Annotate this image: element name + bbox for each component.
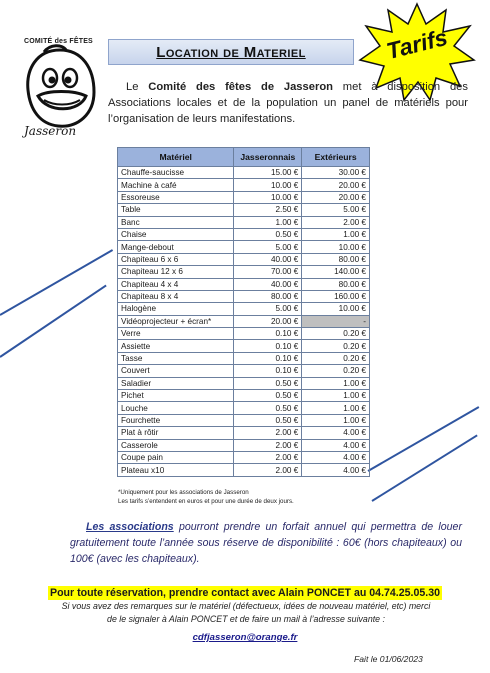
cell-price-local: 10.00 € bbox=[234, 179, 302, 191]
table-row bbox=[118, 414, 370, 426]
cell-item: Essoreuse bbox=[118, 191, 234, 203]
cell-price-external: 20.00 € bbox=[302, 179, 370, 191]
cell-price-external: 2.00 € bbox=[302, 216, 370, 228]
cell-price-local: 2.00 € bbox=[234, 464, 302, 476]
cell-item: Halogène bbox=[118, 303, 234, 315]
cell-price-local: 0.10 € bbox=[234, 328, 302, 340]
cell-price-external: 80.00 € bbox=[302, 278, 370, 290]
table-row bbox=[118, 216, 370, 228]
table-row bbox=[118, 377, 370, 389]
cell-price-local: 0.10 € bbox=[234, 365, 302, 377]
cell-price-external: 30.00 € bbox=[302, 167, 370, 179]
table-row bbox=[118, 439, 370, 451]
associations-text: pourront prendre un forfait annuel qui permettra de louer gratuitement toute l’année sous réserve de disponibilité : 60€ (hors chapiteaux) ou 100€ (avec les chapiteaux). bbox=[70, 521, 462, 565]
cell-price-external: 160.00 € bbox=[302, 290, 370, 302]
cell-price-external: 1.00 € bbox=[302, 377, 370, 389]
table-row bbox=[118, 290, 370, 302]
table-row bbox=[118, 204, 370, 216]
cell-item: Chaise bbox=[118, 228, 234, 240]
table-row bbox=[118, 352, 370, 364]
cell-price-local: 0.10 € bbox=[234, 352, 302, 364]
table-row bbox=[118, 402, 370, 414]
cell-price-external: 10.00 € bbox=[302, 303, 370, 315]
cell-item: Chapiteau 12 x 6 bbox=[118, 266, 234, 278]
cell-price-external: 1.00 € bbox=[302, 402, 370, 414]
decorative-line bbox=[368, 406, 480, 472]
cell-item: Couvert bbox=[118, 365, 234, 377]
table-row bbox=[118, 228, 370, 240]
table-row bbox=[118, 315, 370, 327]
cell-price-external: - bbox=[302, 315, 370, 327]
cell-price-local: 20.00 € bbox=[234, 315, 302, 327]
cell-price-local: 2.00 € bbox=[234, 439, 302, 451]
cell-price-local: 2.50 € bbox=[234, 204, 302, 216]
decorative-line bbox=[0, 285, 107, 358]
table-row bbox=[118, 340, 370, 352]
table-header-row bbox=[118, 148, 370, 167]
cell-price-external: 10.00 € bbox=[302, 241, 370, 253]
cell-item: Mange-debout bbox=[118, 241, 234, 253]
cell-price-local: 1.00 € bbox=[234, 216, 302, 228]
cell-price-local: 40.00 € bbox=[234, 253, 302, 265]
cell-price-local: 80.00 € bbox=[234, 290, 302, 302]
table-row bbox=[118, 427, 370, 439]
cell-price-local: 70.00 € bbox=[234, 266, 302, 278]
cell-item: Pichet bbox=[118, 390, 234, 402]
email-wrapper bbox=[0, 627, 490, 645]
column-header: Matériel bbox=[118, 148, 234, 167]
cell-price-local: 5.00 € bbox=[234, 241, 302, 253]
table-row bbox=[118, 191, 370, 203]
column-header: Extérieurs bbox=[302, 148, 370, 167]
contact-wrapper bbox=[0, 583, 490, 601]
cell-item: Plat à rôtir bbox=[118, 427, 234, 439]
cell-price-external: 0.20 € bbox=[302, 340, 370, 352]
cell-price-external: 1.00 € bbox=[302, 390, 370, 402]
cell-item: Fourchette bbox=[118, 414, 234, 426]
table-row bbox=[118, 390, 370, 402]
cell-price-local: 15.00 € bbox=[234, 167, 302, 179]
page-title: Location de Materiel bbox=[156, 43, 306, 61]
duck-mascot-icon bbox=[14, 44, 106, 134]
cell-item: Chapiteau 8 x 4 bbox=[118, 290, 234, 302]
decorative-line bbox=[0, 249, 113, 316]
intro-prefix: Le bbox=[126, 81, 149, 93]
decorative-line bbox=[371, 434, 477, 501]
table-row bbox=[118, 303, 370, 315]
table-row bbox=[118, 167, 370, 179]
cell-price-local: 40.00 € bbox=[234, 278, 302, 290]
cell-item: Machine à café bbox=[118, 179, 234, 191]
cell-price-external: 0.20 € bbox=[302, 365, 370, 377]
cell-price-external: 140.00 € bbox=[302, 266, 370, 278]
table-body bbox=[118, 167, 370, 477]
cell-price-external: 0.20 € bbox=[302, 328, 370, 340]
associations-lead: Les associations bbox=[86, 521, 174, 533]
cell-price-external: 4.00 € bbox=[302, 439, 370, 451]
cell-price-external: 4.00 € bbox=[302, 451, 370, 463]
contact-highlight: Pour toute réservation, prendre contact avec Alain PONCET au 04.74.25.05.30 bbox=[50, 587, 440, 599]
cell-item: Chapiteau 6 x 6 bbox=[118, 253, 234, 265]
title-banner bbox=[108, 39, 354, 65]
cell-item: Chauffe-saucisse bbox=[118, 167, 234, 179]
cell-price-external: 4.00 € bbox=[302, 427, 370, 439]
intro-paragraph bbox=[108, 79, 468, 127]
cell-item: Casserole bbox=[118, 439, 234, 451]
remarks-text bbox=[46, 600, 446, 626]
comite-logo bbox=[14, 38, 106, 146]
cell-price-local: 0.50 € bbox=[234, 390, 302, 402]
associations-paragraph bbox=[70, 519, 462, 567]
price-table bbox=[117, 147, 370, 477]
table-row bbox=[118, 365, 370, 377]
table-row bbox=[118, 266, 370, 278]
intro-text: met à disposition des Associations locales et de la population un panel de matériels pour l’organisation de leurs manifestations. bbox=[108, 81, 468, 125]
cell-item: Banc bbox=[118, 216, 234, 228]
logo-top-text: COMITÉ des FÊTES bbox=[24, 38, 93, 45]
cell-price-local: 0.50 € bbox=[234, 377, 302, 389]
cell-price-external: 1.00 € bbox=[302, 414, 370, 426]
cell-item: Verre bbox=[118, 328, 234, 340]
cell-item: Louche bbox=[118, 402, 234, 414]
cell-item: Chapiteau 4 x 4 bbox=[118, 278, 234, 290]
cell-item: Tasse bbox=[118, 352, 234, 364]
cell-item: Assiette bbox=[118, 340, 234, 352]
table-row bbox=[118, 253, 370, 265]
cell-price-external: 20.00 € bbox=[302, 191, 370, 203]
document-date: Fait le 01/06/2023 bbox=[354, 654, 423, 664]
remarks-line: de le signaler à Alain PONCET et de faire un mail à l’adresse suivante : bbox=[107, 614, 385, 624]
cell-price-external: 0.20 € bbox=[302, 352, 370, 364]
cell-price-local: 5.00 € bbox=[234, 303, 302, 315]
cell-price-local: 0.50 € bbox=[234, 402, 302, 414]
cell-price-local: 2.00 € bbox=[234, 427, 302, 439]
cell-price-external: 4.00 € bbox=[302, 464, 370, 476]
table-row bbox=[118, 179, 370, 191]
cell-item: Plateau x10 bbox=[118, 464, 234, 476]
cell-price-local: 0.10 € bbox=[234, 340, 302, 352]
table-footnote: *Uniquement pour les associations de Jasseron bbox=[118, 489, 249, 496]
tarifs-badge: Tarifs bbox=[383, 23, 450, 65]
cell-price-external: 5.00 € bbox=[302, 204, 370, 216]
column-header: Jasseronnais bbox=[234, 148, 302, 167]
logo-bottom-text: Jasseron bbox=[24, 124, 77, 138]
cell-item: Saladier bbox=[118, 377, 234, 389]
table-row bbox=[118, 328, 370, 340]
cell-price-external: 1.00 € bbox=[302, 228, 370, 240]
cell-item: Table bbox=[118, 204, 234, 216]
email-link[interactable]: cdfjasseron@orange.fr bbox=[192, 632, 298, 643]
cell-price-local: 0.50 € bbox=[234, 414, 302, 426]
cell-item: Coupe pain bbox=[118, 451, 234, 463]
cell-price-external: 80.00 € bbox=[302, 253, 370, 265]
table-row bbox=[118, 464, 370, 476]
cell-price-local: 10.00 € bbox=[234, 191, 302, 203]
table-row bbox=[118, 278, 370, 290]
table-footnote: Les tarifs s’entendent en euros et pour une durée de deux jours. bbox=[118, 498, 294, 505]
table-row bbox=[118, 241, 370, 253]
org-name: Comité des fêtes de Jasseron bbox=[148, 81, 333, 93]
cell-price-local: 2.00 € bbox=[234, 451, 302, 463]
cell-item: Vidéoprojecteur + écran* bbox=[118, 315, 234, 327]
remarks-line: Si vous avez des remarques sur le matériel (défectueux, idées de nouveau matériel, etc) merci bbox=[61, 601, 431, 611]
table-row bbox=[118, 451, 370, 463]
cell-price-local: 0.50 € bbox=[234, 228, 302, 240]
